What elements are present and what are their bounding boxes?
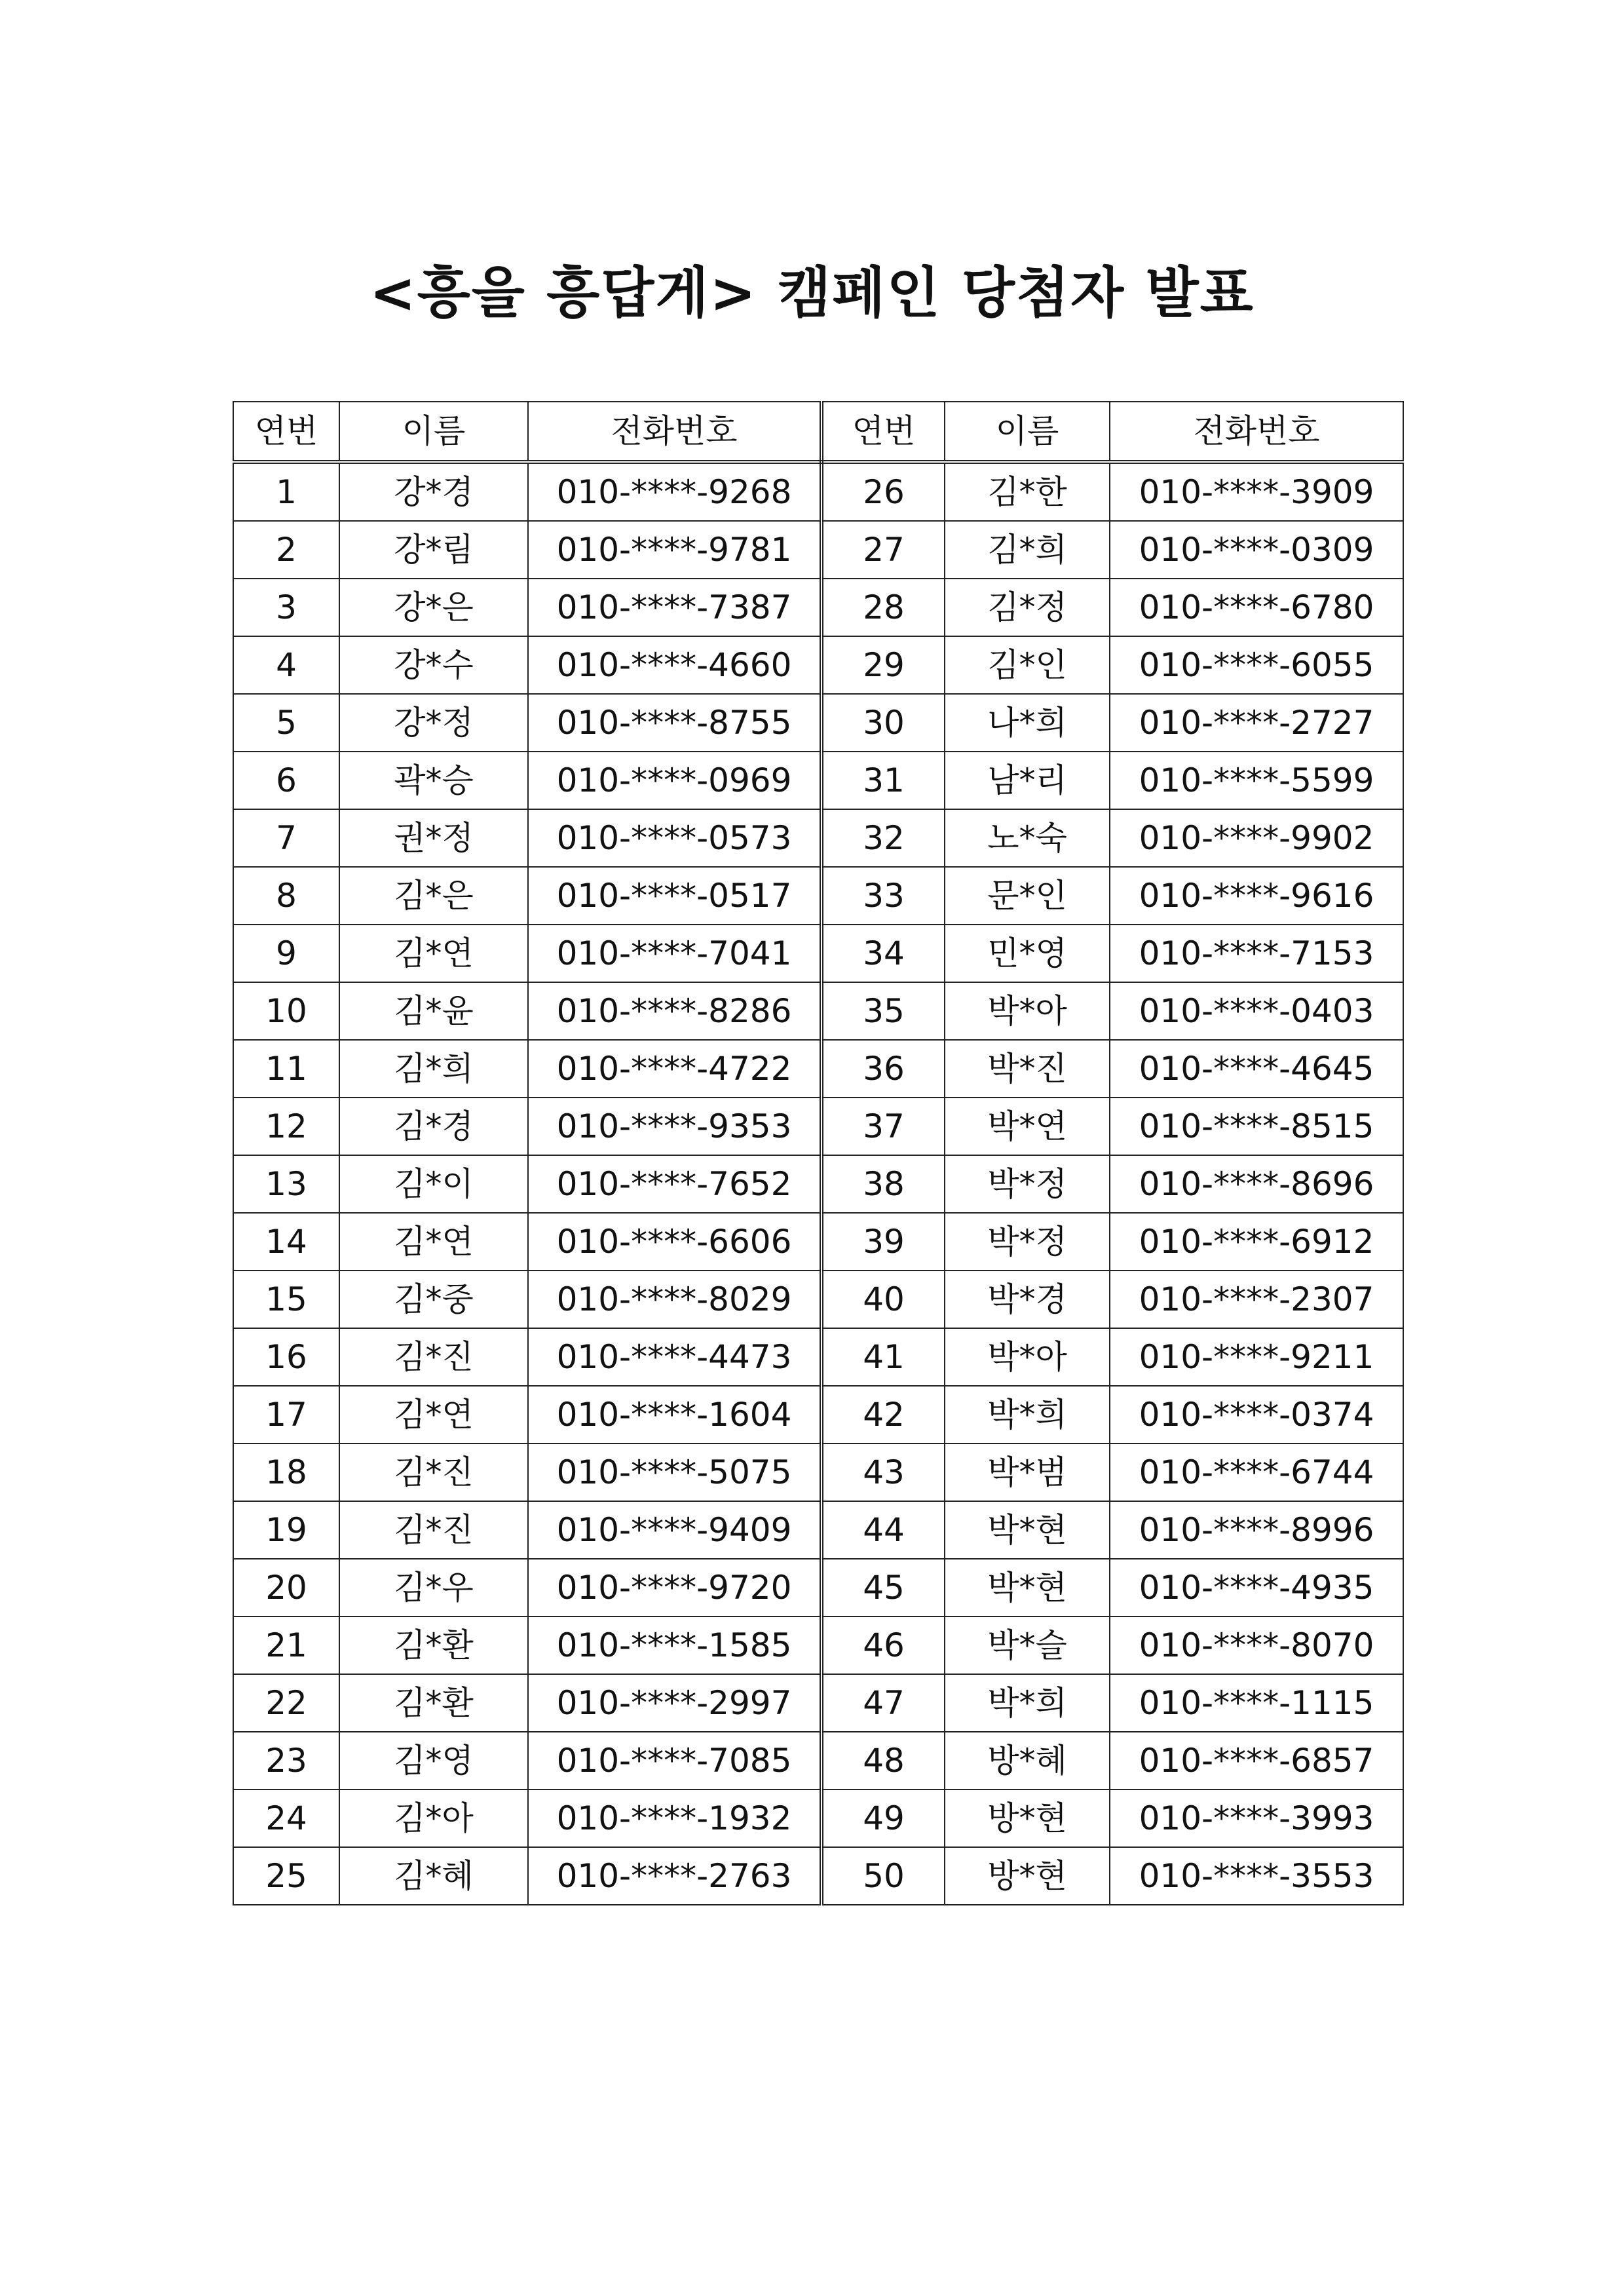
right-no-cell: 45: [821, 1559, 945, 1617]
left-no-cell: 20: [233, 1559, 339, 1617]
right-no-cell: 44: [821, 1501, 945, 1559]
left-phone-cell: 010-****-2763: [528, 1847, 821, 1905]
right-no-cell: 46: [821, 1617, 945, 1674]
right-phone-cell: 010-****-6055: [1110, 636, 1403, 694]
left-phone-cell: 010-****-6606: [528, 1213, 821, 1271]
left-phone-cell: 010-****-4473: [528, 1328, 821, 1386]
left-phone-cell: 010-****-1932: [528, 1789, 821, 1847]
left-name-cell: 김*아: [339, 1789, 528, 1847]
left-no-cell: 1: [233, 462, 339, 521]
right-no-cell: 30: [821, 694, 945, 752]
left-phone-cell: 010-****-9781: [528, 521, 821, 579]
right-name-cell: 김*인: [945, 636, 1110, 694]
left-phone-cell: 010-****-0517: [528, 867, 821, 925]
right-phone-cell: 010-****-6780: [1110, 579, 1403, 636]
table-row: [233, 1386, 1403, 1444]
right-phone-cell: 010-****-1115: [1110, 1674, 1403, 1732]
left-name-cell: 김*연: [339, 925, 528, 982]
right-name-cell: 민*영: [945, 925, 1110, 982]
right-name-cell: 박*희: [945, 1674, 1110, 1732]
left-no-cell: 16: [233, 1328, 339, 1386]
right-no-cell: 28: [821, 579, 945, 636]
right-no-cell: 40: [821, 1271, 945, 1328]
table-row: [233, 1213, 1403, 1271]
table-row: [233, 636, 1403, 694]
left-name-cell: 강*은: [339, 579, 528, 636]
right-name-cell: 김*한: [945, 462, 1110, 521]
table-row: [233, 1328, 1403, 1386]
table-row: [233, 925, 1403, 982]
right-no-cell: 37: [821, 1098, 945, 1155]
right-no-cell: 31: [821, 752, 945, 809]
right-phone-cell: 010-****-6744: [1110, 1444, 1403, 1501]
header-no-right: 연번: [821, 402, 945, 462]
left-phone-cell: 010-****-9268: [528, 462, 821, 521]
left-name-cell: 김*연: [339, 1386, 528, 1444]
right-no-cell: 38: [821, 1155, 945, 1213]
left-phone-cell: 010-****-8029: [528, 1271, 821, 1328]
right-name-cell: 방*현: [945, 1847, 1110, 1905]
left-no-cell: 25: [233, 1847, 339, 1905]
table-row: [233, 1732, 1403, 1789]
right-phone-cell: 010-****-8515: [1110, 1098, 1403, 1155]
left-name-cell: 김*진: [339, 1444, 528, 1501]
left-no-cell: 14: [233, 1213, 339, 1271]
right-phone-cell: 010-****-9902: [1110, 809, 1403, 867]
right-no-cell: 48: [821, 1732, 945, 1789]
left-no-cell: 6: [233, 752, 339, 809]
right-no-cell: 39: [821, 1213, 945, 1271]
table-row: [233, 579, 1403, 636]
right-name-cell: 박*진: [945, 1040, 1110, 1098]
left-no-cell: 15: [233, 1271, 339, 1328]
left-phone-cell: 010-****-1604: [528, 1386, 821, 1444]
left-name-cell: 김*환: [339, 1617, 528, 1674]
table-row: [233, 694, 1403, 752]
table-row: [233, 1674, 1403, 1732]
left-name-cell: 김*은: [339, 867, 528, 925]
right-name-cell: 김*정: [945, 579, 1110, 636]
left-name-cell: 김*혜: [339, 1847, 528, 1905]
left-name-cell: 김*진: [339, 1328, 528, 1386]
left-no-cell: 13: [233, 1155, 339, 1213]
right-no-cell: 32: [821, 809, 945, 867]
left-no-cell: 2: [233, 521, 339, 579]
left-phone-cell: 010-****-7041: [528, 925, 821, 982]
left-name-cell: 김*우: [339, 1559, 528, 1617]
table-row: [233, 462, 1403, 521]
right-no-cell: 34: [821, 925, 945, 982]
table-row: [233, 1559, 1403, 1617]
table-header-row: [233, 402, 1403, 462]
left-no-cell: 24: [233, 1789, 339, 1847]
left-no-cell: 4: [233, 636, 339, 694]
right-name-cell: 나*희: [945, 694, 1110, 752]
left-phone-cell: 010-****-7652: [528, 1155, 821, 1213]
table-row: [233, 809, 1403, 867]
left-name-cell: 김*환: [339, 1674, 528, 1732]
right-name-cell: 박*희: [945, 1386, 1110, 1444]
right-phone-cell: 010-****-2727: [1110, 694, 1403, 752]
right-no-cell: 42: [821, 1386, 945, 1444]
table-row: [233, 1789, 1403, 1847]
left-no-cell: 8: [233, 867, 339, 925]
right-phone-cell: 010-****-0374: [1110, 1386, 1403, 1444]
left-no-cell: 23: [233, 1732, 339, 1789]
right-no-cell: 26: [821, 462, 945, 521]
left-name-cell: 김*중: [339, 1271, 528, 1328]
left-name-cell: 김*이: [339, 1155, 528, 1213]
winners-table: [233, 401, 1404, 1905]
right-phone-cell: 010-****-8996: [1110, 1501, 1403, 1559]
left-no-cell: 21: [233, 1617, 339, 1674]
table-row: [233, 1847, 1403, 1905]
left-phone-cell: 010-****-0573: [528, 809, 821, 867]
left-name-cell: 강*림: [339, 521, 528, 579]
right-phone-cell: 010-****-8070: [1110, 1617, 1403, 1674]
left-name-cell: 김*윤: [339, 982, 528, 1040]
right-name-cell: 노*숙: [945, 809, 1110, 867]
right-name-cell: 방*현: [945, 1789, 1110, 1847]
right-phone-cell: 010-****-3909: [1110, 462, 1403, 521]
right-no-cell: 27: [821, 521, 945, 579]
left-name-cell: 강*수: [339, 636, 528, 694]
header-phone-left: 전화번호: [528, 402, 821, 462]
left-phone-cell: 010-****-9353: [528, 1098, 821, 1155]
right-no-cell: 47: [821, 1674, 945, 1732]
table-row: [233, 752, 1403, 809]
right-phone-cell: 010-****-3993: [1110, 1789, 1403, 1847]
right-phone-cell: 010-****-2307: [1110, 1271, 1403, 1328]
right-phone-cell: 010-****-5599: [1110, 752, 1403, 809]
right-name-cell: 박*정: [945, 1155, 1110, 1213]
right-phone-cell: 010-****-7153: [1110, 925, 1403, 982]
left-no-cell: 19: [233, 1501, 339, 1559]
left-no-cell: 12: [233, 1098, 339, 1155]
right-name-cell: 박*아: [945, 1328, 1110, 1386]
left-name-cell: 김*경: [339, 1098, 528, 1155]
header-no-left: 연번: [233, 402, 339, 462]
right-no-cell: 49: [821, 1789, 945, 1847]
right-name-cell: 방*혜: [945, 1732, 1110, 1789]
left-name-cell: 강*경: [339, 462, 528, 521]
left-no-cell: 22: [233, 1674, 339, 1732]
right-name-cell: 박*정: [945, 1213, 1110, 1271]
left-phone-cell: 010-****-9409: [528, 1501, 821, 1559]
right-no-cell: 43: [821, 1444, 945, 1501]
left-phone-cell: 010-****-1585: [528, 1617, 821, 1674]
left-no-cell: 17: [233, 1386, 339, 1444]
right-no-cell: 29: [821, 636, 945, 694]
right-phone-cell: 010-****-4645: [1110, 1040, 1403, 1098]
left-name-cell: 곽*승: [339, 752, 528, 809]
left-name-cell: 강*정: [339, 694, 528, 752]
right-name-cell: 박*아: [945, 982, 1110, 1040]
left-phone-cell: 010-****-9720: [528, 1559, 821, 1617]
right-phone-cell: 010-****-8696: [1110, 1155, 1403, 1213]
table-row: [233, 982, 1403, 1040]
right-phone-cell: 010-****-6912: [1110, 1213, 1403, 1271]
right-name-cell: 박*경: [945, 1271, 1110, 1328]
left-no-cell: 7: [233, 809, 339, 867]
right-phone-cell: 010-****-9211: [1110, 1328, 1403, 1386]
left-name-cell: 김*연: [339, 1213, 528, 1271]
table-row: [233, 867, 1403, 925]
left-name-cell: 권*정: [339, 809, 528, 867]
table-row: [233, 1501, 1403, 1559]
right-phone-cell: 010-****-4935: [1110, 1559, 1403, 1617]
left-phone-cell: 010-****-8755: [528, 694, 821, 752]
table-row: [233, 1444, 1403, 1501]
table-row: [233, 1271, 1403, 1328]
left-no-cell: 9: [233, 925, 339, 982]
right-name-cell: 박*연: [945, 1098, 1110, 1155]
left-phone-cell: 010-****-5075: [528, 1444, 821, 1501]
left-name-cell: 김*희: [339, 1040, 528, 1098]
right-name-cell: 문*인: [945, 867, 1110, 925]
table-row: [233, 1155, 1403, 1213]
left-phone-cell: 010-****-7085: [528, 1732, 821, 1789]
right-no-cell: 41: [821, 1328, 945, 1386]
table-row: [233, 1040, 1403, 1098]
right-no-cell: 33: [821, 867, 945, 925]
right-phone-cell: 010-****-3553: [1110, 1847, 1403, 1905]
page-title: <흥을 흥답게> 캠페인 당첨자 발표: [369, 261, 1255, 325]
left-phone-cell: 010-****-7387: [528, 579, 821, 636]
table-row: [233, 1098, 1403, 1155]
header-phone-right: 전화번호: [1110, 402, 1403, 462]
right-name-cell: 박*범: [945, 1444, 1110, 1501]
left-no-cell: 5: [233, 694, 339, 752]
left-phone-cell: 010-****-0969: [528, 752, 821, 809]
header-name-left: 이름: [339, 402, 528, 462]
right-no-cell: 36: [821, 1040, 945, 1098]
table-row: [233, 521, 1403, 579]
left-phone-cell: 010-****-4660: [528, 636, 821, 694]
left-no-cell: 10: [233, 982, 339, 1040]
right-name-cell: 박*현: [945, 1559, 1110, 1617]
right-name-cell: 박*슬: [945, 1617, 1110, 1674]
right-name-cell: 김*희: [945, 521, 1110, 579]
right-name-cell: 남*리: [945, 752, 1110, 809]
left-no-cell: 11: [233, 1040, 339, 1098]
header-name-right: 이름: [945, 402, 1110, 462]
right-phone-cell: 010-****-9616: [1110, 867, 1403, 925]
left-no-cell: 18: [233, 1444, 339, 1501]
right-no-cell: 35: [821, 982, 945, 1040]
right-phone-cell: 010-****-0309: [1110, 521, 1403, 579]
left-phone-cell: 010-****-4722: [528, 1040, 821, 1098]
right-name-cell: 박*현: [945, 1501, 1110, 1559]
right-phone-cell: 010-****-6857: [1110, 1732, 1403, 1789]
table-body: [233, 462, 1403, 1905]
right-no-cell: 50: [821, 1847, 945, 1905]
left-phone-cell: 010-****-2997: [528, 1674, 821, 1732]
left-no-cell: 3: [233, 579, 339, 636]
left-name-cell: 김*영: [339, 1732, 528, 1789]
left-name-cell: 김*진: [339, 1501, 528, 1559]
right-phone-cell: 010-****-0403: [1110, 982, 1403, 1040]
left-phone-cell: 010-****-8286: [528, 982, 821, 1040]
table-row: [233, 1617, 1403, 1674]
